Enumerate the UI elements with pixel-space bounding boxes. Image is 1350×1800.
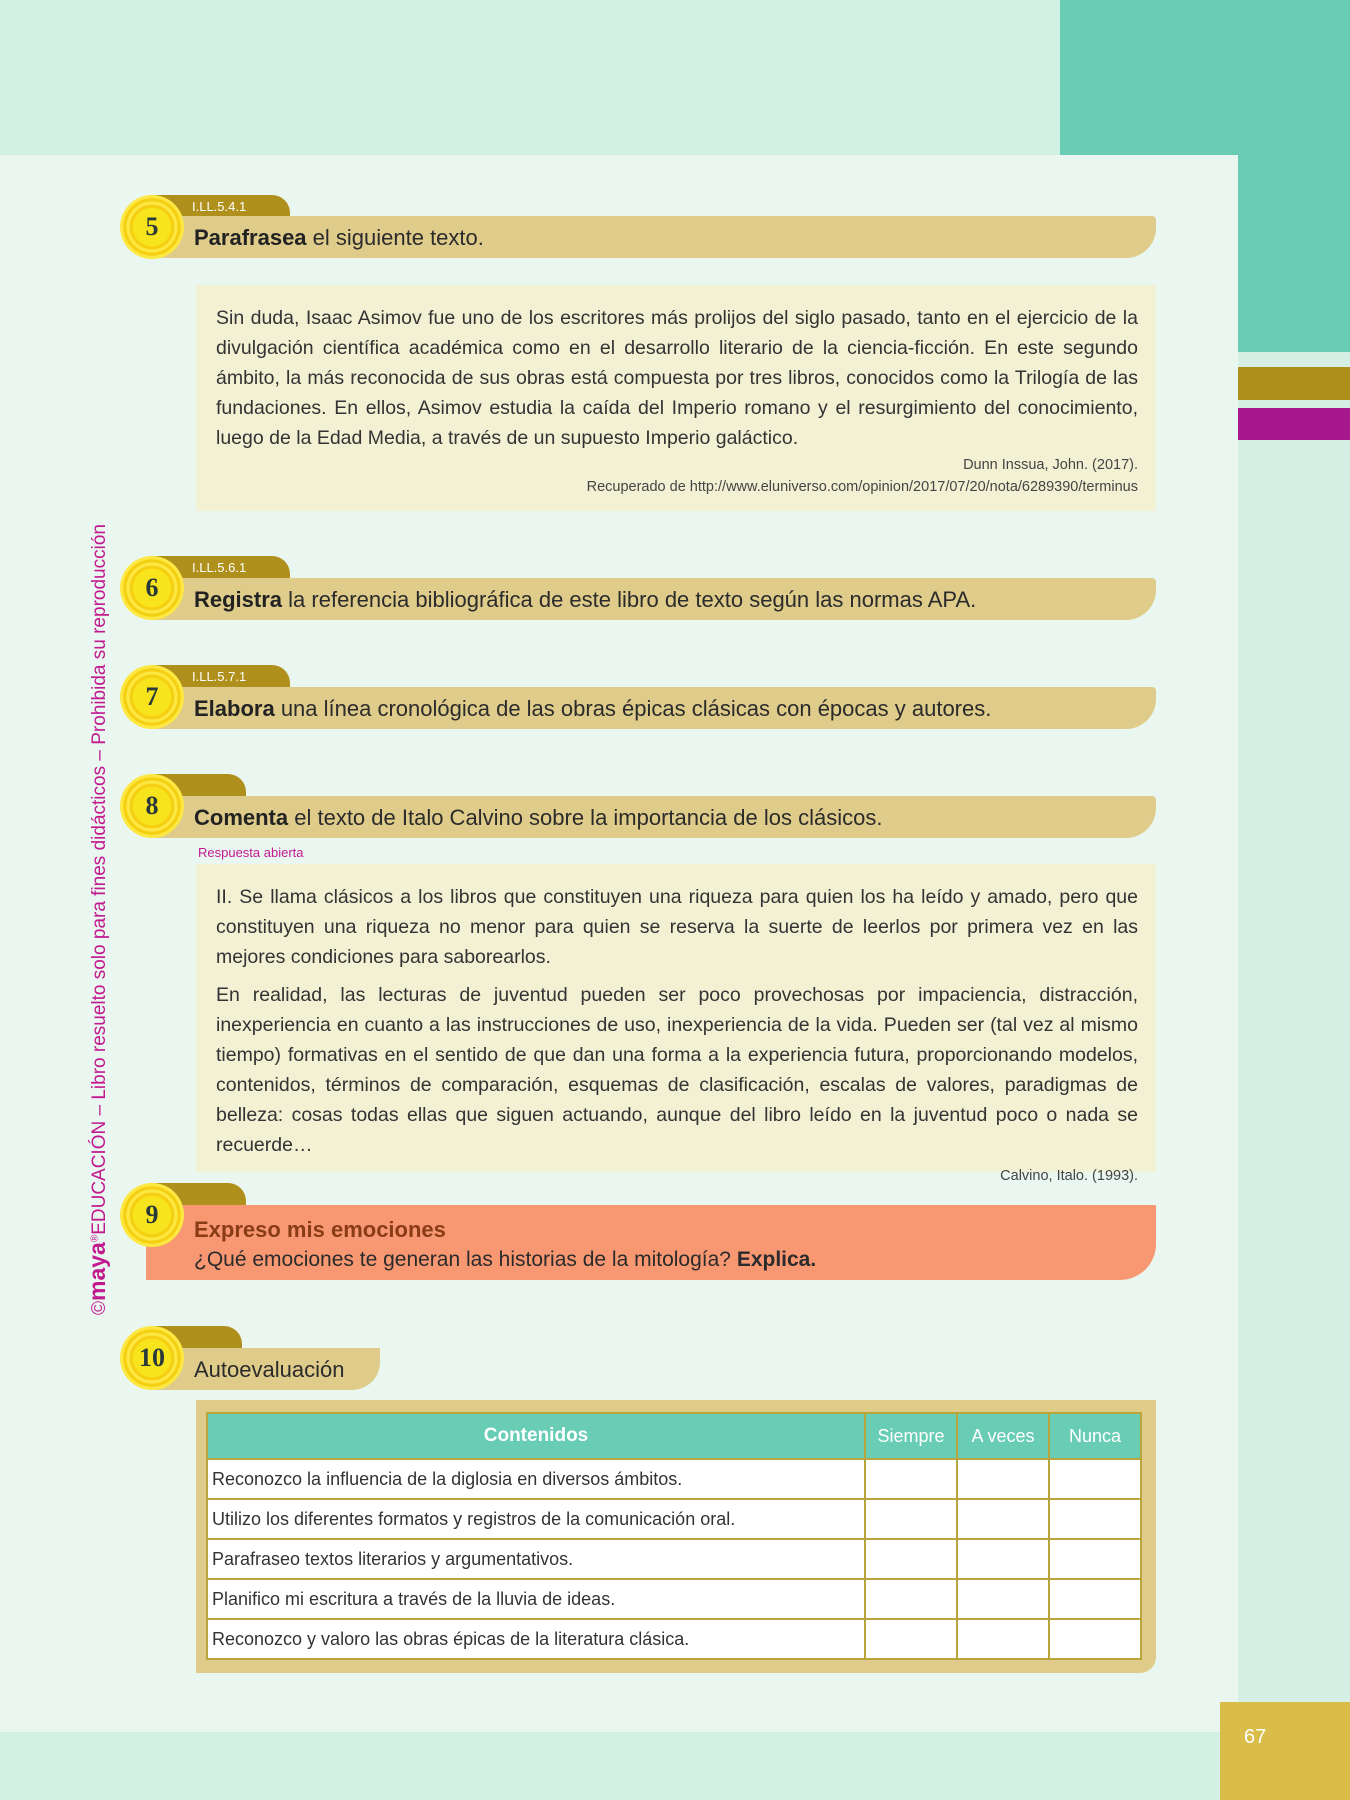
paragraph-8b: En realidad, las lecturas de juventud pueden ser poco provechosas por impaciencia, distracción, inexperiencia en cuanto a las instrucciones de uso, inexperiencia de la vida. Pueden ser (tal vez al mismo tiempo) formativas en el sentido de que dan una forma a la experiencia futura, proporcionando modelos, contenidos, términos de comparación, esquemas de clasificación, escalas de valores, paradigmas de belleza: cosas todas ellas que siguen actuando, aunque del libro leído en la juventud poco o nada se recuerde…	[216, 984, 1138, 1156]
question-number-9: 9	[120, 1183, 184, 1247]
self-evaluation-title: Autoevaluación	[150, 1348, 380, 1390]
skill-code-7: I.LL.5.7.1	[150, 665, 290, 689]
question-number-7: 7	[120, 665, 184, 729]
a-veces-cell[interactable]	[957, 1499, 1049, 1539]
vertical-copyright	[84, 524, 111, 1315]
table-row	[207, 1499, 1141, 1539]
right-gold-strip	[1238, 367, 1350, 400]
registered-mark: ®	[89, 1234, 101, 1243]
row-content: Reconozco la influencia de la diglosia en diversos ámbitos.	[207, 1459, 865, 1499]
right-margin	[1238, 352, 1350, 1702]
right-magenta-strip	[1238, 408, 1350, 440]
verb-6: Registra	[194, 587, 283, 612]
bottom-band	[0, 1732, 1350, 1800]
question-number-10: 10	[120, 1326, 184, 1390]
row-content: Parafraseo textos literarios y argumentativos.	[207, 1539, 865, 1579]
table-row	[207, 1579, 1141, 1619]
table-row	[207, 1539, 1141, 1579]
siempre-cell[interactable]	[865, 1579, 957, 1619]
a-veces-cell[interactable]	[957, 1619, 1049, 1659]
text-box-5	[196, 285, 1156, 511]
header-a-veces: A veces	[957, 1413, 1049, 1459]
a-veces-cell[interactable]	[957, 1579, 1049, 1619]
nunca-cell[interactable]	[1049, 1539, 1141, 1579]
verb-5: Parafrasea	[194, 225, 307, 250]
emotion-question	[194, 1245, 1156, 1275]
text-box-8	[196, 864, 1156, 1184]
nunca-cell[interactable]	[1049, 1499, 1141, 1539]
page-number: 67	[1220, 1702, 1350, 1800]
instruction-7	[150, 687, 1156, 729]
brand-name: maya	[84, 1242, 110, 1301]
a-veces-cell[interactable]	[957, 1539, 1049, 1579]
paragraph-8a: II. Se llama clásicos a los libros que constituyen una riqueza para quien los ha leído y amado, pero que constituyen una riqueza no menor para quien se reserva la suerte de leerlos por primera vez en las mejores condiciones para saborearlos.	[216, 886, 1138, 968]
header-siempre: Siempre	[865, 1413, 957, 1459]
a-veces-cell[interactable]	[957, 1459, 1049, 1499]
answer-label: Respuesta abierta	[198, 845, 304, 860]
row-content: Planifico mi escritura a través de la lluvia de ideas.	[207, 1579, 865, 1619]
question-number-8: 8	[120, 774, 184, 838]
nunca-cell[interactable]	[1049, 1579, 1141, 1619]
instruction-rest-7: una línea cronológica de las obras épicas clásicas con épocas y autores.	[274, 696, 992, 721]
citation-8: Calvino, Italo. (1993).	[1000, 1168, 1138, 1184]
instruction-5	[150, 216, 1156, 258]
emotion-band	[146, 1205, 1156, 1280]
question-number-5: 5	[120, 195, 184, 259]
instruction-8	[150, 796, 1156, 838]
instruction-rest-5: el siguiente texto.	[306, 225, 484, 250]
paragraph-5: Sin duda, Isaac Asimov fue uno de los escritores más prolijos del siglo pasado, tanto en el ejercicio de la divulgación científica académica como en el desarrollo literario de la ciencia-ficción. En este segundo ámbito, la más reconocida de sus obras está compuesta por tres libros, conocidos como la Trilogía de las fundaciones. En ellos, Asimov estudia la caída del Imperio romano y el resurgimiento del conocimiento, luego de la Edad Media, a través de un supuesto Imperio galáctico.	[216, 307, 1138, 449]
row-content: Reconozco y valoro las obras épicas de la literatura clásica.	[207, 1619, 865, 1659]
skill-code-5: I.LL.5.4.1	[150, 195, 290, 219]
siempre-cell[interactable]	[865, 1499, 957, 1539]
citation-5a: Dunn Inssua, John. (2017).	[963, 457, 1138, 473]
self-evaluation-table-frame	[196, 1400, 1156, 1673]
nunca-cell[interactable]	[1049, 1459, 1141, 1499]
table-row	[207, 1619, 1141, 1659]
nunca-cell[interactable]	[1049, 1619, 1141, 1659]
self-evaluation-table	[206, 1412, 1142, 1660]
top-band	[0, 0, 1060, 155]
emotion-question-text: ¿Qué emociones te generan las historias de la mitología?	[194, 1248, 737, 1271]
citation-5b: Recuperado de http://www.eluniverso.com/opinion/2017/07/20/nota/6289390/terminus	[586, 479, 1138, 495]
verb-8: Comenta	[194, 805, 289, 830]
instruction-rest-8: el texto de Italo Calvino sobre la importancia de los clásicos.	[288, 805, 883, 830]
table-header-row	[207, 1413, 1141, 1459]
copyright-symbol: ©	[89, 1301, 110, 1315]
siempre-cell[interactable]	[865, 1619, 957, 1659]
verb-7: Elabora	[194, 696, 275, 721]
skill-code-6: I.LL.5.6.1	[150, 556, 290, 580]
header-nunca: Nunca	[1049, 1413, 1141, 1459]
table-row	[207, 1459, 1141, 1499]
instruction-rest-6: la referencia bibliográfica de este libro de texto según las normas APA.	[282, 587, 977, 612]
siempre-cell[interactable]	[865, 1459, 957, 1499]
header-contenidos: Contenidos	[207, 1413, 865, 1459]
emotion-title: Expreso mis emociones	[194, 1217, 446, 1242]
copyright-text: EDUCACIÓN – Libro resuelto solo para fines didácticos – Prohibida su reproducción	[89, 524, 110, 1235]
row-content: Utilizo los diferentes formatos y registros de la comunicación oral.	[207, 1499, 865, 1539]
emotion-action: Explica.	[736, 1248, 817, 1271]
siempre-cell[interactable]	[865, 1539, 957, 1579]
question-number-6: 6	[120, 556, 184, 620]
instruction-6	[150, 578, 1156, 620]
